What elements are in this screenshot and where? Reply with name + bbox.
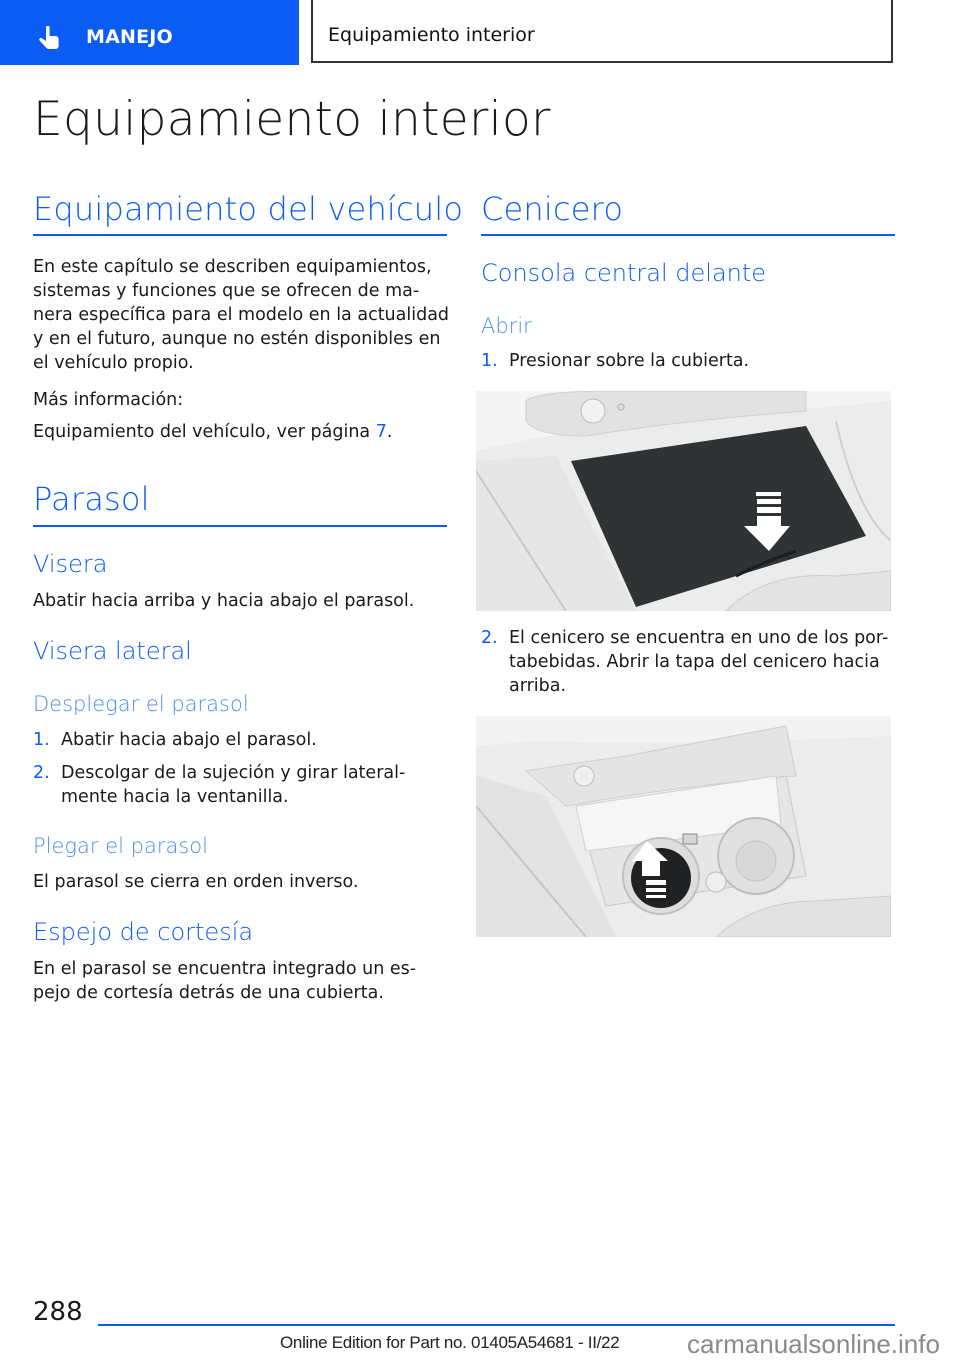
plegar-text: El parasol se cierra en orden inverso. — [33, 872, 359, 892]
text-line: En el parasol se encuentra integrado un es- — [33, 959, 417, 979]
console-cover-illustration — [476, 391, 891, 611]
list-text — [61, 761, 451, 809]
espejo-text — [33, 957, 453, 1005]
text-line: arriba. — [509, 676, 567, 696]
heading-espejo: Espejo de cortesía — [33, 918, 254, 946]
list-item — [481, 626, 901, 698]
heading-visera-lateral: Visera lateral — [33, 637, 192, 665]
visera-text: Abatir hacia arriba y hacia abajo el parasol. — [33, 591, 415, 611]
hand-pointer-icon — [38, 26, 62, 52]
heading-vehicle-equipment: Equipamiento del vehículo — [33, 190, 464, 228]
reference-text: Equipamiento del vehículo, ver página — [33, 422, 376, 442]
text-line: En este capítulo se describen equipamientos, — [33, 257, 432, 277]
list-item — [33, 761, 453, 809]
heading-cenicero: Cenicero — [481, 190, 624, 228]
list-text: Presionar sobre la cubierta. — [509, 351, 750, 371]
text-line: El cenicero se encuentra en uno de los por- — [509, 628, 889, 648]
list-text: Abatir hacia abajo el parasol. — [61, 730, 317, 750]
watermark: carmanualsonline.info — [687, 1329, 940, 1359]
list-number: 1. — [33, 730, 50, 750]
page-title: Equipamiento interior — [33, 92, 551, 147]
cupholder-ashtray-illustration — [476, 716, 891, 937]
text-line: sistemas y funciones que se ofrecen de ma- — [33, 281, 420, 301]
heading-abrir: Abrir — [481, 314, 532, 338]
text-line: y en el futuro, aunque no estén disponibles en — [33, 329, 441, 349]
edition-info: Online Edition for Part no. 01405A54681 - II/22 — [280, 1333, 620, 1352]
list-item — [33, 728, 453, 752]
page-link[interactable]: 7 — [375, 422, 387, 442]
heading-rule — [481, 234, 895, 236]
list-item — [481, 349, 901, 373]
figure-console-cover — [476, 391, 891, 611]
text-line: Descolgar de la sujeción y girar lateral- — [61, 763, 406, 783]
punctuation: . — [386, 422, 393, 442]
more-info-label: Más información: — [33, 390, 184, 410]
page-reference — [33, 420, 392, 444]
heading-consola: Consola central delante — [481, 259, 767, 287]
heading-plegar: Plegar el parasol — [33, 834, 208, 858]
list-number: 2. — [481, 628, 498, 648]
page-number: 288 — [33, 1297, 83, 1327]
heading-rule — [33, 234, 447, 236]
breadcrumb-label: Equipamiento interior — [328, 24, 535, 46]
list-number: 2. — [33, 763, 50, 783]
text-line: tabebidas. Abrir la tapa del cenicero hacia — [509, 652, 880, 672]
text-line: el vehículo propio. — [33, 353, 194, 373]
list-number: 1. — [481, 351, 498, 371]
heading-parasol: Parasol — [33, 480, 150, 518]
section-tab-label: MANEJO — [86, 26, 173, 48]
breadcrumb — [311, 0, 893, 63]
heading-rule — [33, 525, 447, 527]
text-line: nera específica para el modelo en la actualidad — [33, 305, 450, 325]
text-line: pejo de cortesía detrás de una cubierta. — [33, 983, 384, 1003]
intro-paragraph — [33, 255, 453, 375]
section-tab[interactable] — [0, 0, 299, 65]
heading-desplegar: Desplegar el parasol — [33, 692, 249, 716]
text-line: mente hacia la ventanilla. — [61, 787, 289, 807]
footer-rule — [98, 1324, 895, 1326]
heading-visera: Visera — [33, 550, 108, 578]
list-text — [509, 626, 899, 698]
figure-cupholder-ashtray — [476, 716, 891, 937]
